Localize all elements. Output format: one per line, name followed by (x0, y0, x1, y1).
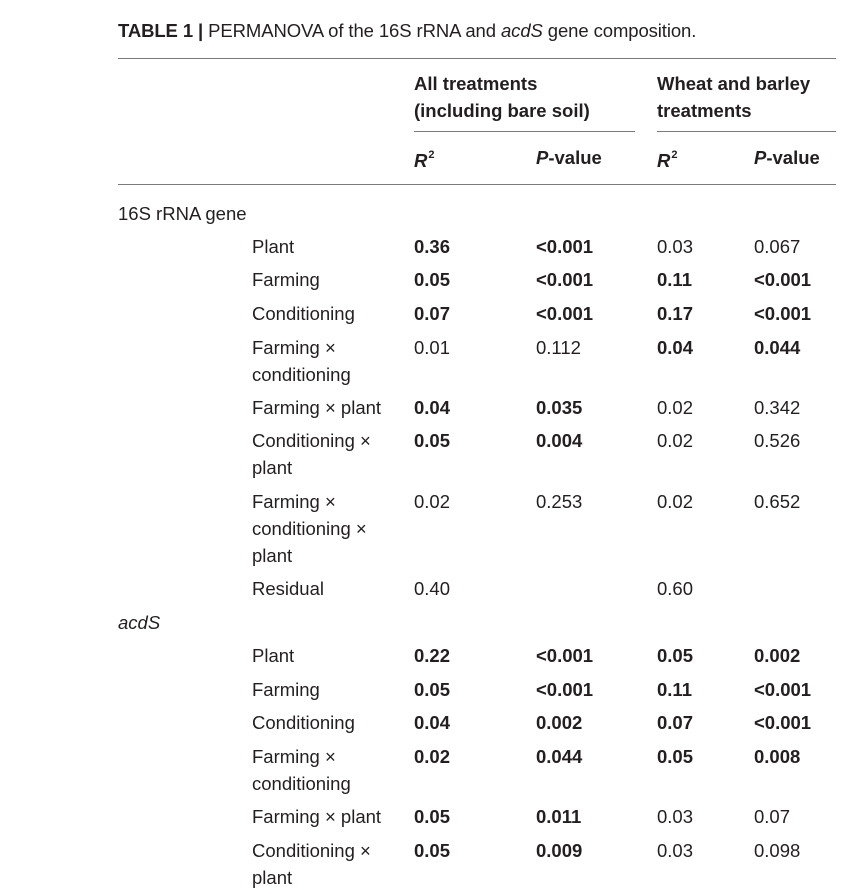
cell-all-p: <0.001 (536, 679, 594, 700)
cell-all-r2: 0.05 (414, 679, 451, 700)
cell-all-p: 0.112 (536, 337, 581, 358)
cell-all-r2: 0.40 (414, 578, 451, 599)
cell-wb-p: 0.342 (754, 397, 801, 418)
row-term: Conditioning × plant (252, 840, 371, 888)
row-term: Farming × conditioning (252, 746, 351, 794)
table-caption (118, 20, 696, 42)
cell-all-r2: 0.07 (414, 303, 451, 324)
cell-wb-p: 0.002 (754, 645, 801, 666)
caption-text-after: gene composition. (542, 20, 697, 41)
caption-text-before: PERMANOVA of the 16S rRNA and (203, 20, 501, 41)
cell-all-r2: 0.05 (414, 269, 451, 290)
r2-superscript: 2 (428, 149, 435, 161)
cell-all-r2: 0.01 (414, 337, 451, 358)
cell-wb-p: 0.098 (754, 840, 801, 861)
cell-wb-r2: 0.17 (657, 303, 694, 324)
cell-all-r2: 0.02 (414, 491, 451, 512)
cell-all-p: 0.009 (536, 840, 583, 861)
cell-all-p: <0.001 (536, 645, 594, 666)
header-group-wheat-barley: Wheat and barley treatments (657, 73, 811, 121)
cell-wb-p: 0.008 (754, 746, 801, 767)
cell-wb-r2: 0.11 (657, 269, 692, 290)
top-rule (118, 58, 836, 59)
cell-all-p: 0.044 (536, 746, 583, 767)
cell-all-r2: 0.04 (414, 712, 451, 733)
caption-lead: TABLE 1 | (118, 20, 204, 41)
row-term: Farming (252, 679, 320, 700)
cell-wb-r2: 0.02 (657, 430, 694, 451)
r2-symbol: R (657, 150, 671, 172)
cell-wb-r2: 0.03 (657, 840, 694, 861)
cell-wb-r2: 0.02 (657, 397, 694, 418)
cell-wb-p: <0.001 (754, 679, 812, 700)
row-term: Farming × conditioning × plant (252, 491, 367, 566)
cell-wb-p: 0.652 (754, 491, 801, 512)
cell-all-p: 0.011 (536, 806, 582, 827)
cell-all-p: 0.253 (536, 491, 583, 512)
cell-wb-r2: 0.02 (657, 491, 694, 512)
cell-all-p: <0.001 (536, 269, 594, 290)
header-pvalue-wheat-barley (754, 144, 820, 171)
cell-all-r2: 0.36 (414, 236, 451, 257)
cell-wb-r2: 0.11 (657, 679, 692, 700)
pvalue-rest: -value (548, 147, 602, 168)
cell-wb-p: 0.067 (754, 236, 801, 257)
cell-wb-r2: 0.03 (657, 236, 694, 257)
cell-all-p: <0.001 (536, 236, 594, 257)
cell-all-r2: 0.04 (414, 397, 451, 418)
header-r2-wheat-barley (657, 144, 678, 174)
cell-all-p: <0.001 (536, 303, 594, 324)
cell-all-r2: 0.05 (414, 806, 451, 827)
cell-all-p: 0.004 (536, 430, 583, 451)
row-term: Farming (252, 269, 320, 290)
r2-symbol: R (414, 150, 428, 172)
header-r2-all (414, 144, 435, 174)
row-term: Conditioning (252, 712, 355, 733)
section-label-acds: acdS (118, 612, 161, 633)
header-pvalue-all (536, 144, 602, 171)
cell-all-p: 0.035 (536, 397, 583, 418)
pvalue-p: P (536, 147, 549, 168)
cell-wb-r2: 0.05 (657, 645, 694, 666)
cell-all-r2: 0.22 (414, 645, 451, 666)
row-term: Plant (252, 236, 295, 257)
row-term: Residual (252, 578, 324, 599)
r2-superscript: 2 (671, 149, 678, 161)
cell-wb-r2: 0.04 (657, 337, 694, 358)
header-bottom-rule (118, 184, 836, 185)
cell-all-r2: 0.05 (414, 840, 451, 861)
section-label-16s: 16S rRNA gene (118, 203, 247, 224)
cell-wb-r2: 0.60 (657, 578, 694, 599)
cell-wb-p: <0.001 (754, 712, 812, 733)
group1-underline (414, 131, 635, 132)
row-term: Farming × plant (252, 397, 382, 418)
row-term: Conditioning × plant (252, 430, 371, 478)
pvalue-p: P (754, 147, 767, 168)
group2-underline (657, 131, 836, 132)
caption-gene-name: acdS (500, 20, 543, 41)
row-term: Conditioning (252, 303, 355, 324)
cell-wb-p: 0.07 (754, 806, 791, 827)
cell-all-r2: 0.02 (414, 746, 451, 767)
header-group-all-treatments: All treatments (including bare soil) (414, 73, 590, 121)
cell-wb-p: <0.001 (754, 303, 812, 324)
pvalue-rest: -value (766, 147, 820, 168)
cell-all-p: 0.002 (536, 712, 583, 733)
row-term: Farming × conditioning (252, 337, 351, 385)
cell-wb-p: <0.001 (754, 269, 812, 290)
cell-wb-r2: 0.05 (657, 746, 694, 767)
cell-wb-p: 0.526 (754, 430, 801, 451)
cell-wb-r2: 0.07 (657, 712, 694, 733)
cell-wb-p: 0.044 (754, 337, 801, 358)
row-term: Plant (252, 645, 295, 666)
cell-all-r2: 0.05 (414, 430, 451, 451)
cell-wb-r2: 0.03 (657, 806, 694, 827)
row-term: Farming × plant (252, 806, 382, 827)
